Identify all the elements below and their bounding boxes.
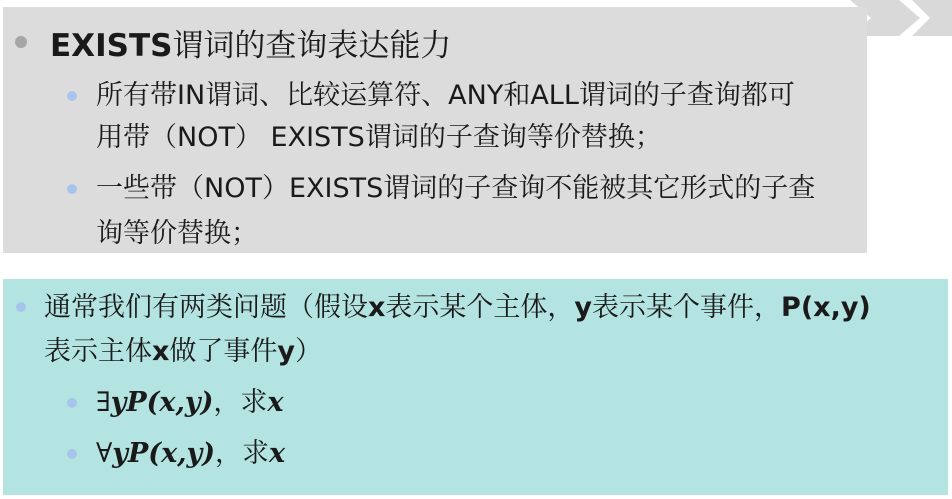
- var-x-1: x: [368, 292, 386, 323]
- teal-l1-c: 表示某个事件，: [592, 292, 782, 323]
- teal-l2-c: ）: [295, 336, 323, 367]
- formula-1-target: x: [267, 387, 284, 418]
- formula-2-text: ，求: [215, 438, 270, 469]
- predicate-pxy: P(x,y): [781, 292, 871, 323]
- var-y-2: y: [277, 336, 296, 367]
- heading: [50, 20, 451, 65]
- teal-l2-b: 做了事件: [169, 336, 278, 367]
- gray-item-2-line1: 一些带（NOT）EXISTS谓词的子查询不能被其它形式的子查: [96, 173, 816, 204]
- teal-line-1: [44, 283, 871, 333]
- teal-bullet: [16, 302, 26, 312]
- exists-quantifier: ∃: [96, 387, 111, 418]
- forall-quantifier: ∀: [96, 438, 113, 469]
- formula-bullet-1: [67, 398, 77, 408]
- var-y-1: y: [574, 292, 593, 323]
- teal-line-2: [44, 327, 322, 377]
- formula-bullet-2: [67, 449, 77, 459]
- sub-bullet-1: [67, 91, 77, 101]
- gray-item-2-line2: 询等价替换；: [96, 218, 258, 249]
- heading-bold: EXISTS: [50, 28, 173, 64]
- heading-bullet: [15, 36, 27, 48]
- heading-rest: 谓词的查询表达能力: [172, 28, 452, 64]
- gray-item-1-line1: 所有带IN谓词、比较运算符、ANY和ALL谓词的子查询都可: [96, 80, 795, 111]
- gray-item-1-line2: 用带（NOT） EXISTS谓词的子查询等价替换；: [96, 122, 662, 153]
- formula-1-text: ，求: [213, 387, 268, 418]
- teal-l1-a: 通常我们有两类问题（假设: [44, 292, 368, 323]
- formula-1: [96, 378, 284, 428]
- teal-l1-b: 表示某个主体，: [385, 292, 575, 323]
- teal-l2-a: 表示主体: [44, 336, 152, 367]
- formula-2: [96, 429, 285, 479]
- formula-2-expr: yP(x,y): [112, 438, 216, 469]
- formula-2-target: x: [269, 438, 286, 469]
- sub-bullet-2: [67, 184, 77, 194]
- var-x-2: x: [152, 336, 170, 367]
- formula-1-expr: yP(x,y): [110, 387, 214, 418]
